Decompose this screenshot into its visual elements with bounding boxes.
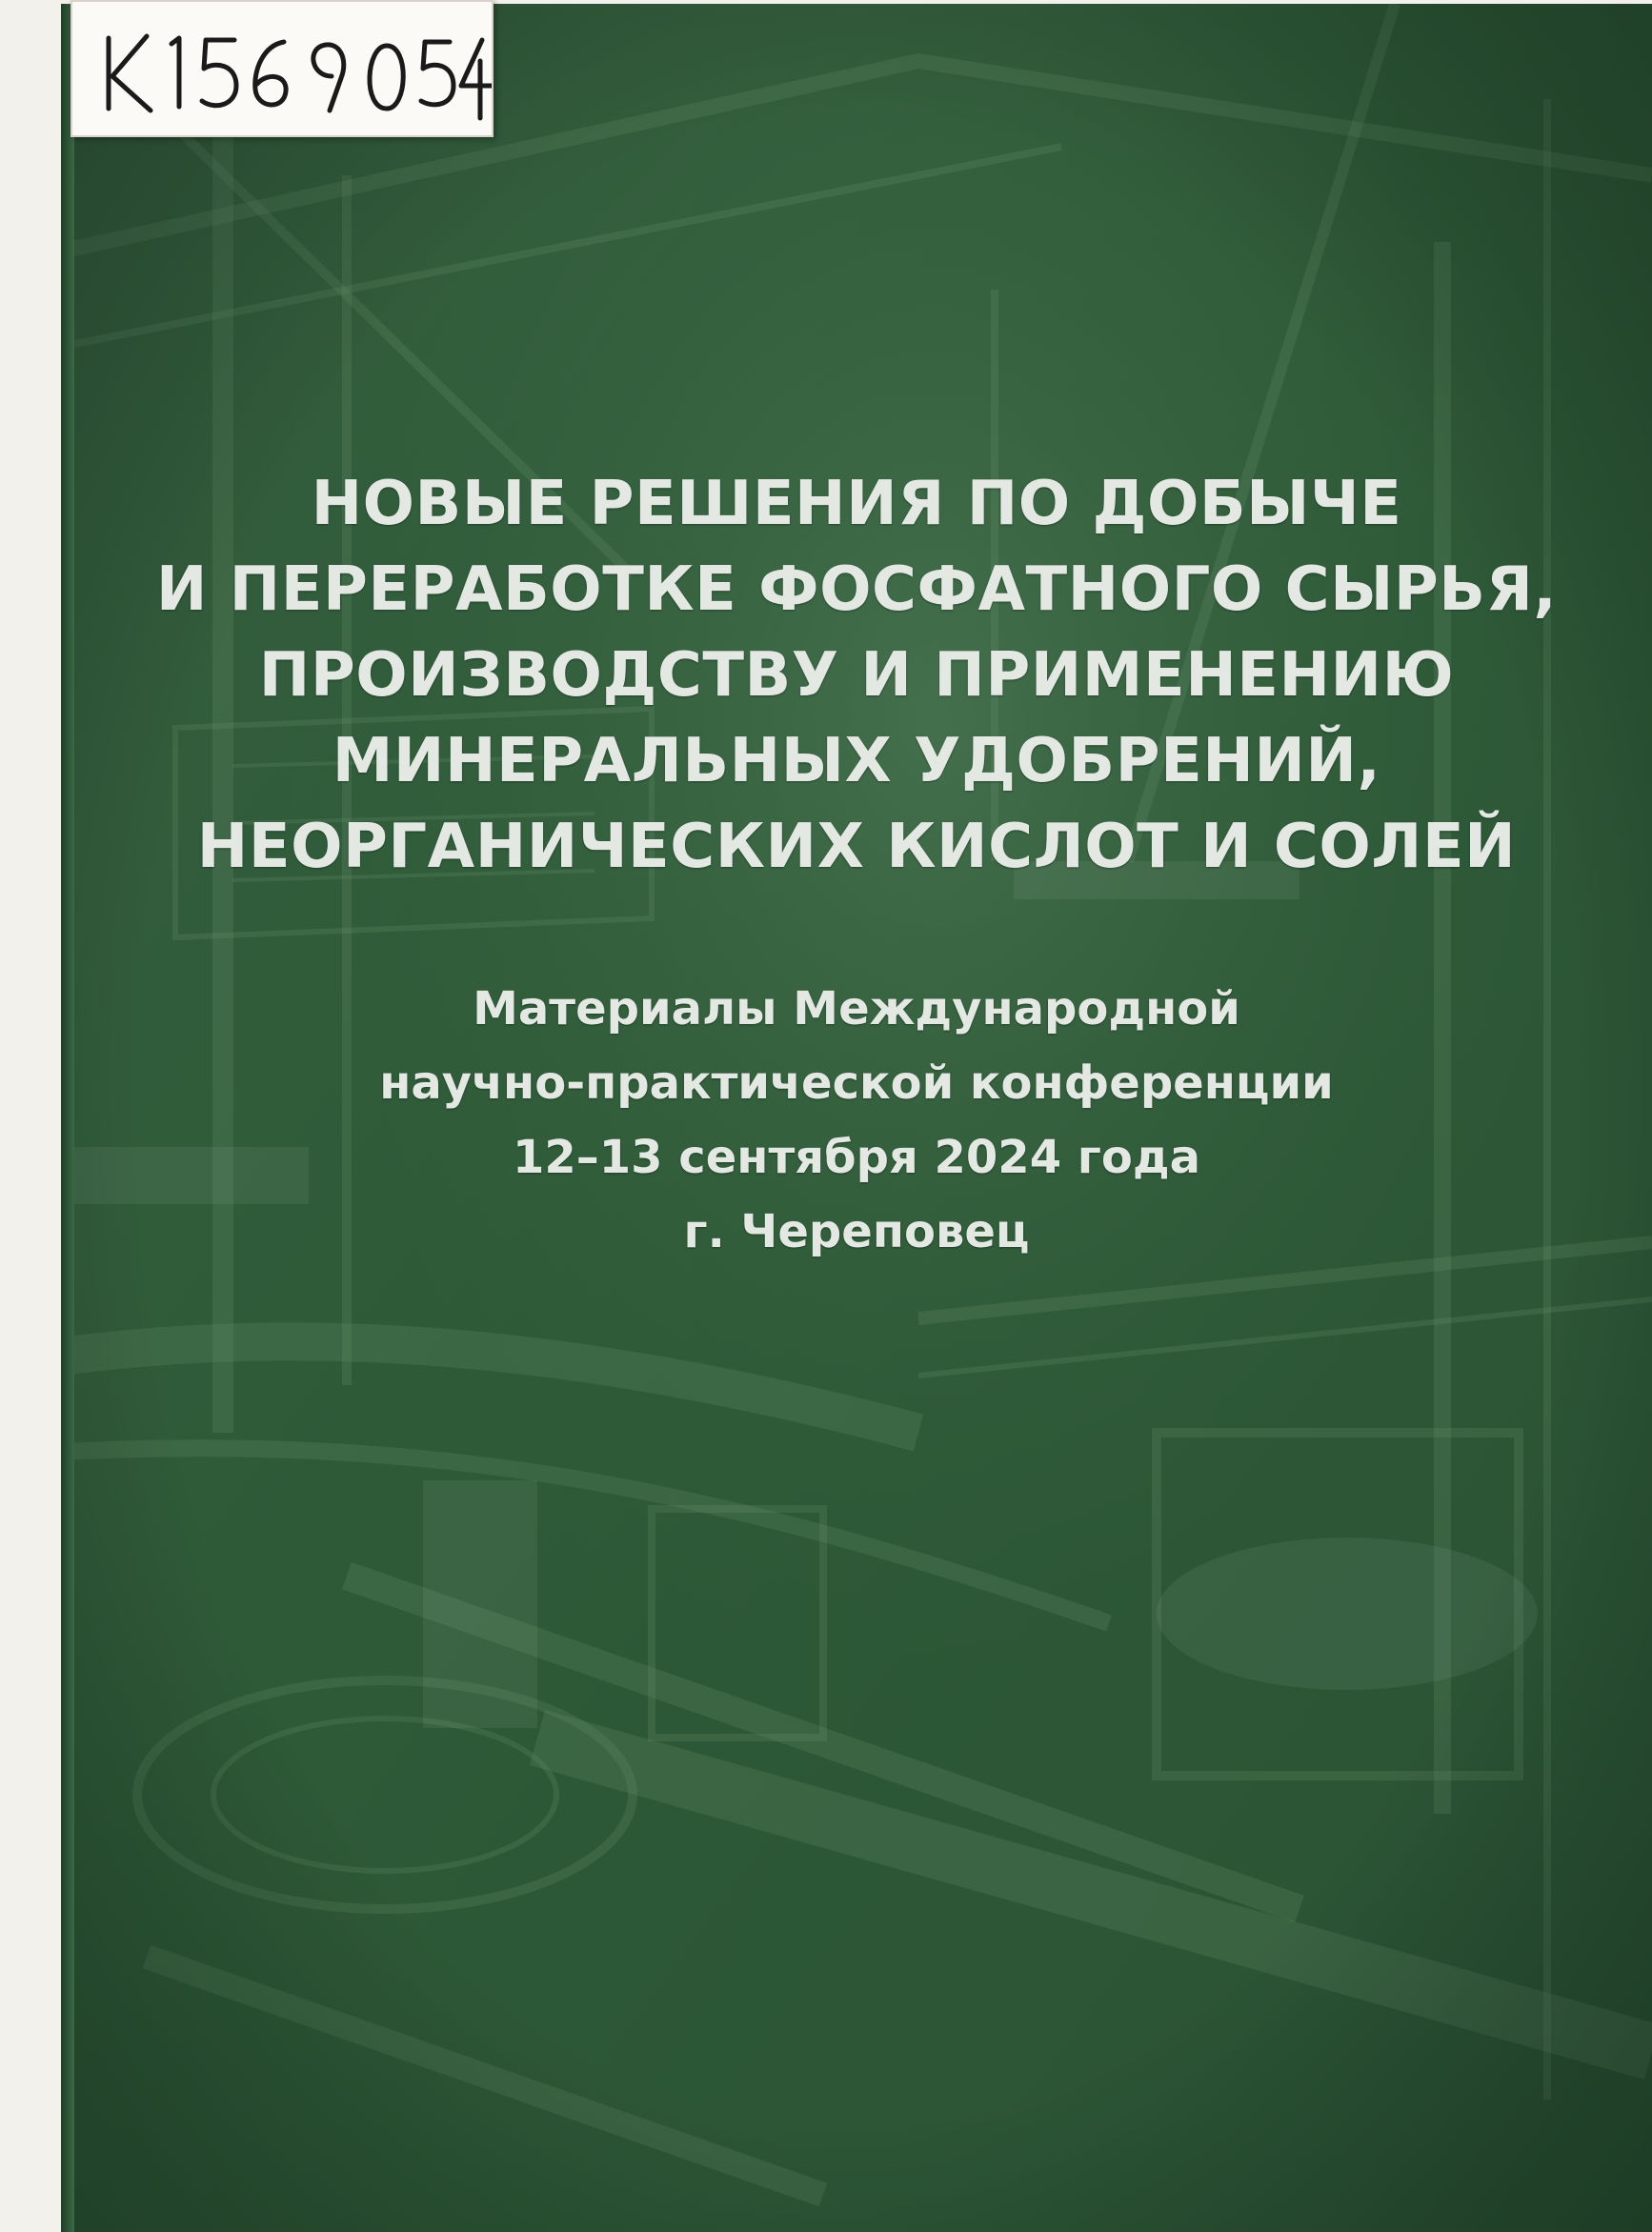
subtitle-line: научно-практической конференции [379,1056,1334,1110]
library-inventory-label [71,0,494,137]
subtitle-line: Материалы Международной [473,982,1240,1036]
title-line: МИНЕРАЛЬНЫХ УДОБРЕНИЙ, [332,726,1381,796]
conference-city: г. Череповец [683,1205,1030,1258]
title-line: НОВЫЕ РЕШЕНИЯ ПО ДОБЫЧЕ [311,469,1402,539]
title-line: НЕОРГАНИЧЕСКИХ КИСЛОТ И СОЛЕЙ [196,812,1517,882]
handwritten-inventory-number [72,2,492,135]
conference-dates: 12–13 сентября 2024 года [512,1131,1201,1184]
book-cover [61,4,1652,2232]
title-line: ПРОИЗВОДСТВУ И ПРИМЕНЕНИЮ [258,640,1455,711]
book-subtitle [61,972,1652,1269]
book-title [61,461,1652,890]
title-line: И ПЕРЕРАБОТКЕ ФОСФАТНОГО СЫРЬЯ, [155,554,1558,625]
